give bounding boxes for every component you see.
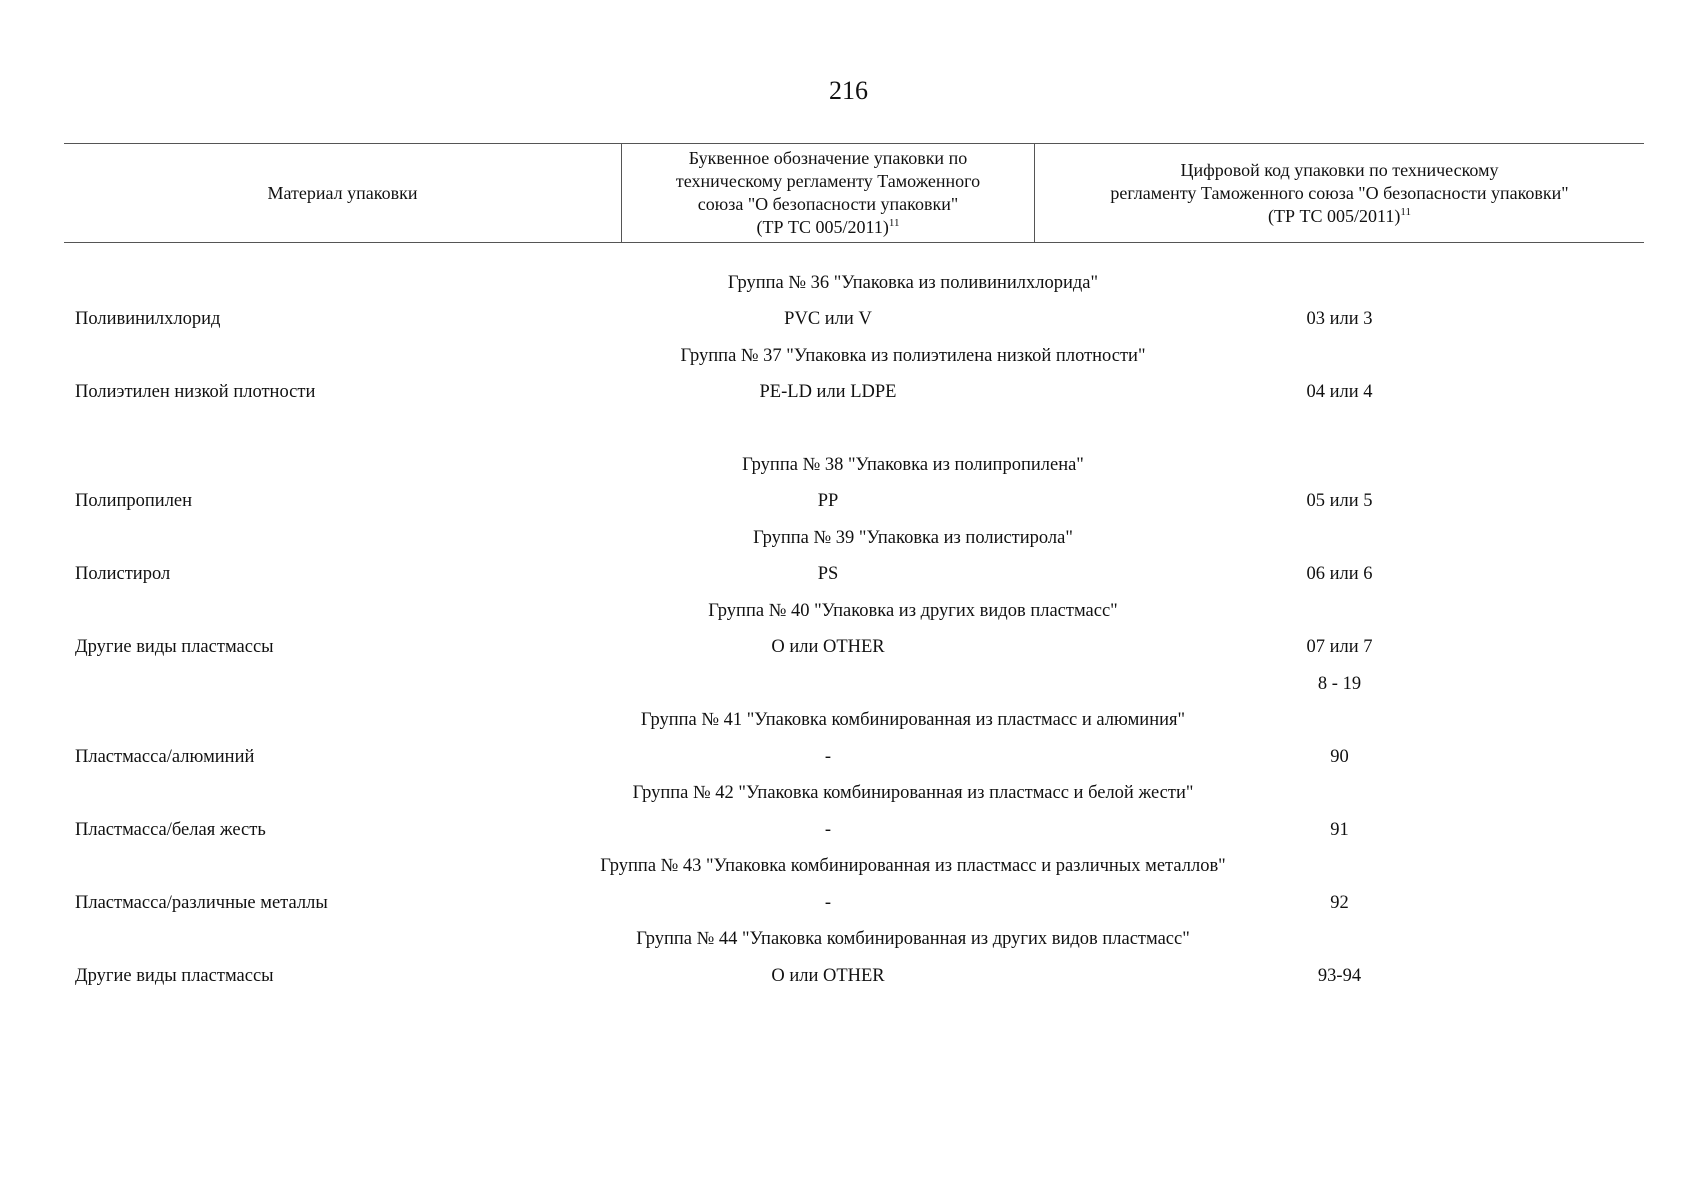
material-cell: Полистирол <box>75 564 171 585</box>
footnote-mark: 11 <box>1400 205 1411 218</box>
table-row <box>64 375 1644 412</box>
packaging-table <box>64 143 1644 995</box>
numeric-code-cell: 05 или 5 <box>1306 491 1373 512</box>
letter-code-cell: - <box>824 892 832 913</box>
table-row <box>64 739 1644 776</box>
table-row <box>64 885 1644 922</box>
letter-code-cell: PS <box>817 564 839 585</box>
footnote-mark: 11 <box>888 217 900 229</box>
material-cell: Пластмасса/белая жесть <box>75 819 266 840</box>
letter-code-cell: - <box>824 746 832 767</box>
table-row <box>64 958 1644 995</box>
table-row <box>64 666 1644 703</box>
material-cell: Полиэтилен низкой плотности <box>75 382 316 403</box>
letter-code-cell: O или OTHER <box>771 637 885 658</box>
group-heading: Группа № 40 "Упаковка из других видов пластмасс" <box>708 600 1118 621</box>
numeric-code-cell: 04 или 4 <box>1306 382 1373 403</box>
numeric-code-cell: 92 <box>1330 892 1349 913</box>
table-row <box>64 302 1644 339</box>
header-numeric-line3-text: (ТР ТС 005/2011) <box>1268 205 1401 226</box>
group-heading: Группа № 44 "Упаковка комбинированная из других видов пластмасс" <box>636 929 1190 950</box>
material-cell: Полипропилен <box>75 491 193 512</box>
numeric-code-cell: 90 <box>1330 746 1349 767</box>
letter-code-cell: PE-LD или LDPE <box>759 382 897 403</box>
numeric-code-cell: 06 или 6 <box>1306 564 1373 585</box>
header-numeric-line3 <box>1110 205 1568 228</box>
numeric-code-cell: 03 или 3 <box>1306 309 1373 330</box>
table-row <box>64 557 1644 594</box>
table-body <box>64 243 1644 995</box>
group-heading: Группа № 43 "Упаковка комбинированная из пластмасс и различных металлов" <box>600 856 1226 877</box>
numeric-code-cell: 93-94 <box>1317 965 1362 986</box>
header-numeric-line2: регламенту Таможенного союза "О безопасности упаковки" <box>1110 182 1569 203</box>
header-letter-line2: техническому регламенту Таможенного <box>675 171 981 191</box>
spacer <box>64 411 1644 447</box>
material-cell: Пластмасса/различные металлы <box>75 892 328 913</box>
header-letter-line4 <box>676 216 980 239</box>
header-letter-code <box>621 144 1035 242</box>
header-letter-line3: союза "О безопасности упаковки" <box>697 194 959 214</box>
header-numeric-code <box>1035 144 1644 242</box>
header-letter-line1: Буквенное обозначение упаковки по <box>688 148 968 168</box>
group-heading: Группа № 36 "Упаковка из поливинилхлорида" <box>727 272 1099 293</box>
group-heading: Группа № 37 "Упаковка из полиэтилена низкой плотности" <box>680 345 1146 366</box>
group-heading: Группа № 38 "Упаковка из полипропилена" <box>742 454 1084 475</box>
numeric-code-cell: 91 <box>1330 819 1349 840</box>
letter-code-cell: PP <box>817 491 839 512</box>
letter-code-cell: - <box>824 819 832 840</box>
material-cell: Пластмасса/алюминий <box>75 746 255 767</box>
table-row <box>64 630 1644 667</box>
header-material <box>64 144 621 242</box>
table-header <box>64 143 1644 243</box>
numeric-code-cell: 07 или 7 <box>1306 637 1373 658</box>
table-row <box>64 484 1644 521</box>
table-row <box>64 812 1644 849</box>
header-material-label: Материал упаковки <box>267 182 418 203</box>
material-cell: Другие виды пластмассы <box>75 637 274 658</box>
group-heading: Группа № 41 "Упаковка комбинированная из пластмасс и алюминия" <box>640 710 1186 731</box>
header-numeric-line1: Цифровой код упаковки по техническому <box>1180 159 1499 180</box>
group-heading: Группа № 42 "Упаковка комбинированная из пластмасс и белой жести" <box>632 783 1194 804</box>
letter-code-cell: PVC или V <box>784 309 872 330</box>
letter-code-cell: O или OTHER <box>771 965 885 986</box>
material-cell: Другие виды пластмассы <box>75 965 274 986</box>
material-cell: Поливинилхлорид <box>75 309 221 330</box>
header-letter-line4-text: (ТР ТС 005/2011) <box>756 217 889 237</box>
numeric-code-cell: 8 - 19 <box>1317 673 1362 694</box>
page-number: 216 <box>829 76 868 105</box>
group-heading: Группа № 39 "Упаковка из полистирола" <box>753 527 1073 548</box>
